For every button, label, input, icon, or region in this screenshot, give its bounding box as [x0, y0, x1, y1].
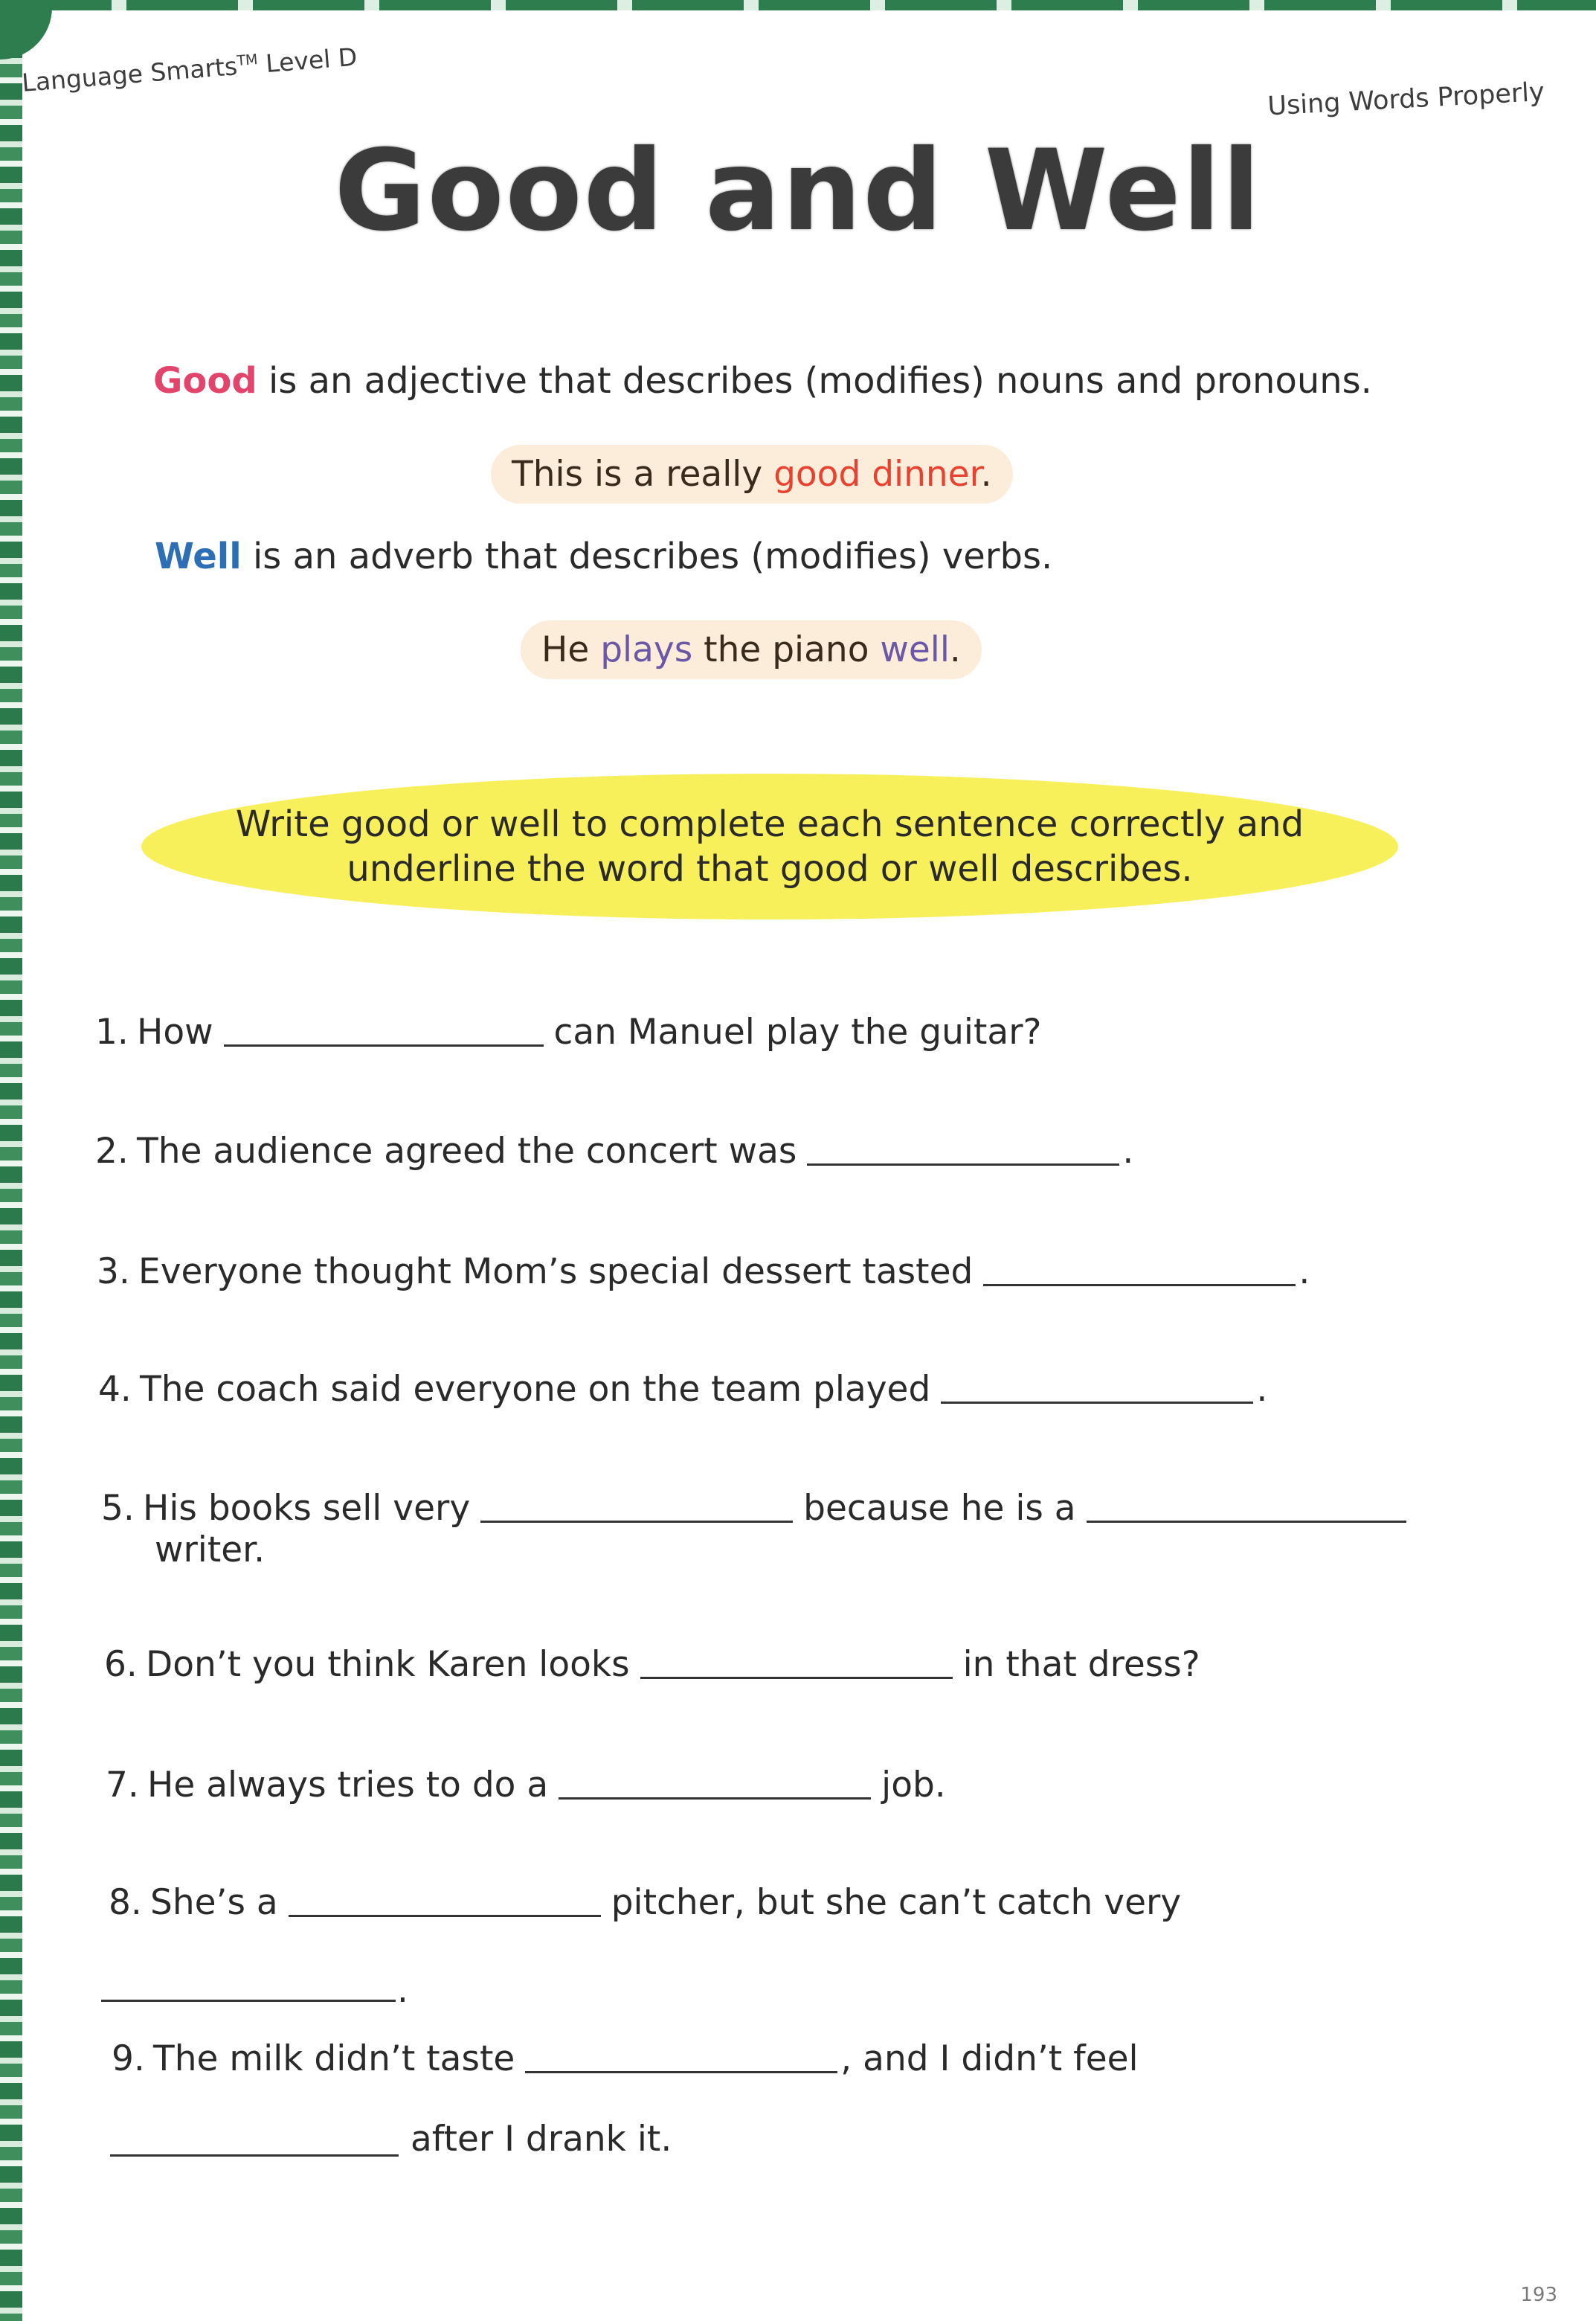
question-text: because he is a: [803, 1488, 1076, 1529]
instruction-bubble: [141, 774, 1398, 919]
answer-blank[interactable]: [807, 1163, 1119, 1166]
question-number: 8.: [109, 1882, 142, 1923]
question-7: [106, 1765, 946, 1805]
question-4: [98, 1369, 1267, 1410]
instruction-line-2: underline the word that good or well describes.: [347, 848, 1193, 890]
question-punct: .: [1256, 1369, 1268, 1410]
question-1: [95, 1012, 1041, 1053]
question-5: [101, 1488, 1417, 1529]
question-text: The milk didn’t taste: [153, 2038, 515, 2079]
question-3: [97, 1251, 1310, 1292]
question-text: in that dress?: [962, 1644, 1200, 1685]
rule-well-text: is an adverb that describes (modifies) verbs.: [252, 536, 1053, 577]
example-good-highlight: good dinner: [773, 454, 981, 495]
answer-blank[interactable]: [101, 2000, 396, 2002]
question-text: His books sell very: [143, 1488, 471, 1529]
example-good: [491, 445, 1013, 504]
series-name: Language Smarts: [21, 51, 239, 97]
trademark-mark: TM: [236, 51, 259, 70]
question-punct: .: [1122, 1131, 1134, 1172]
rule-good: [153, 360, 1372, 402]
answer-blank[interactable]: [640, 1677, 953, 1679]
question-number: 2.: [95, 1131, 129, 1172]
series-header: [21, 42, 358, 97]
page-number: 193: [1520, 2284, 1557, 2306]
question-6: [104, 1644, 1200, 1685]
answer-blank[interactable]: [289, 1915, 601, 1917]
question-8: [109, 1882, 1181, 1923]
question-number: 9.: [112, 2038, 145, 2079]
example-well-pre: He: [541, 629, 601, 670]
example-good-post: .: [980, 454, 992, 495]
question-number: 3.: [97, 1251, 130, 1292]
question-text: Don’t you think Karen looks: [146, 1644, 630, 1685]
question-number: 6.: [104, 1644, 138, 1685]
decorative-top-border: [0, 0, 1596, 10]
question-punct: .: [1299, 1251, 1310, 1292]
question-text: The audience agreed the concert was: [137, 1131, 797, 1172]
answer-blank[interactable]: [559, 1797, 871, 1800]
question-text: job.: [881, 1765, 946, 1805]
answer-blank[interactable]: [1087, 1521, 1406, 1523]
example-well: [521, 620, 982, 679]
decorative-left-border: [0, 0, 22, 2321]
page-title: Good and Well: [334, 126, 1262, 256]
series-level: Level D: [264, 42, 358, 79]
example-well-mid: the piano: [692, 629, 881, 670]
rule-well-keyword: Well: [155, 536, 242, 577]
question-text: pitcher, but she can’t catch very: [611, 1882, 1182, 1923]
question-text: The coach said everyone on the team played: [140, 1369, 931, 1410]
example-well-adverb: well: [880, 629, 950, 670]
answer-blank[interactable]: [110, 2154, 399, 2157]
answer-blank[interactable]: [941, 1402, 1253, 1404]
question-text: How: [137, 1012, 213, 1053]
question-text: She’s a: [150, 1882, 278, 1923]
question-2: [95, 1131, 1133, 1172]
question-number: 7.: [106, 1765, 139, 1805]
answer-blank[interactable]: [525, 2071, 837, 2073]
example-well-post: .: [949, 629, 961, 670]
rule-good-text: is an adjective that describes (modifies) nouns and pronouns.: [268, 360, 1372, 402]
question-text: He always tries to do a: [147, 1765, 549, 1805]
question-punct: .: [397, 1970, 408, 2011]
example-well-verb: plays: [600, 629, 693, 670]
rule-good-keyword: Good: [153, 360, 257, 402]
question-text: , and I didn’t feel: [840, 2038, 1139, 2079]
question-text: can Manuel play the guitar?: [553, 1012, 1042, 1053]
question-9-continuation: after I drank it.: [411, 2119, 672, 2160]
question-5-continuation: writer.: [155, 1529, 266, 1570]
example-good-pre: This is a really: [512, 454, 774, 495]
question-9: [112, 2038, 1139, 2079]
answer-blank[interactable]: [224, 1044, 544, 1047]
unit-header: Using Words Properly: [1267, 77, 1546, 122]
question-text: Everyone thought Mom’s special dessert tasted: [138, 1251, 974, 1292]
question-number: 4.: [98, 1369, 132, 1410]
rule-well: [155, 536, 1052, 577]
instruction-line-1: Write good or well to complete each sentence correctly and: [235, 803, 1304, 845]
page-corner-curl: [0, 0, 52, 60]
question-number: 5.: [101, 1488, 135, 1529]
answer-blank[interactable]: [480, 1521, 793, 1523]
answer-blank[interactable]: [983, 1284, 1296, 1286]
question-number: 1.: [95, 1012, 129, 1053]
